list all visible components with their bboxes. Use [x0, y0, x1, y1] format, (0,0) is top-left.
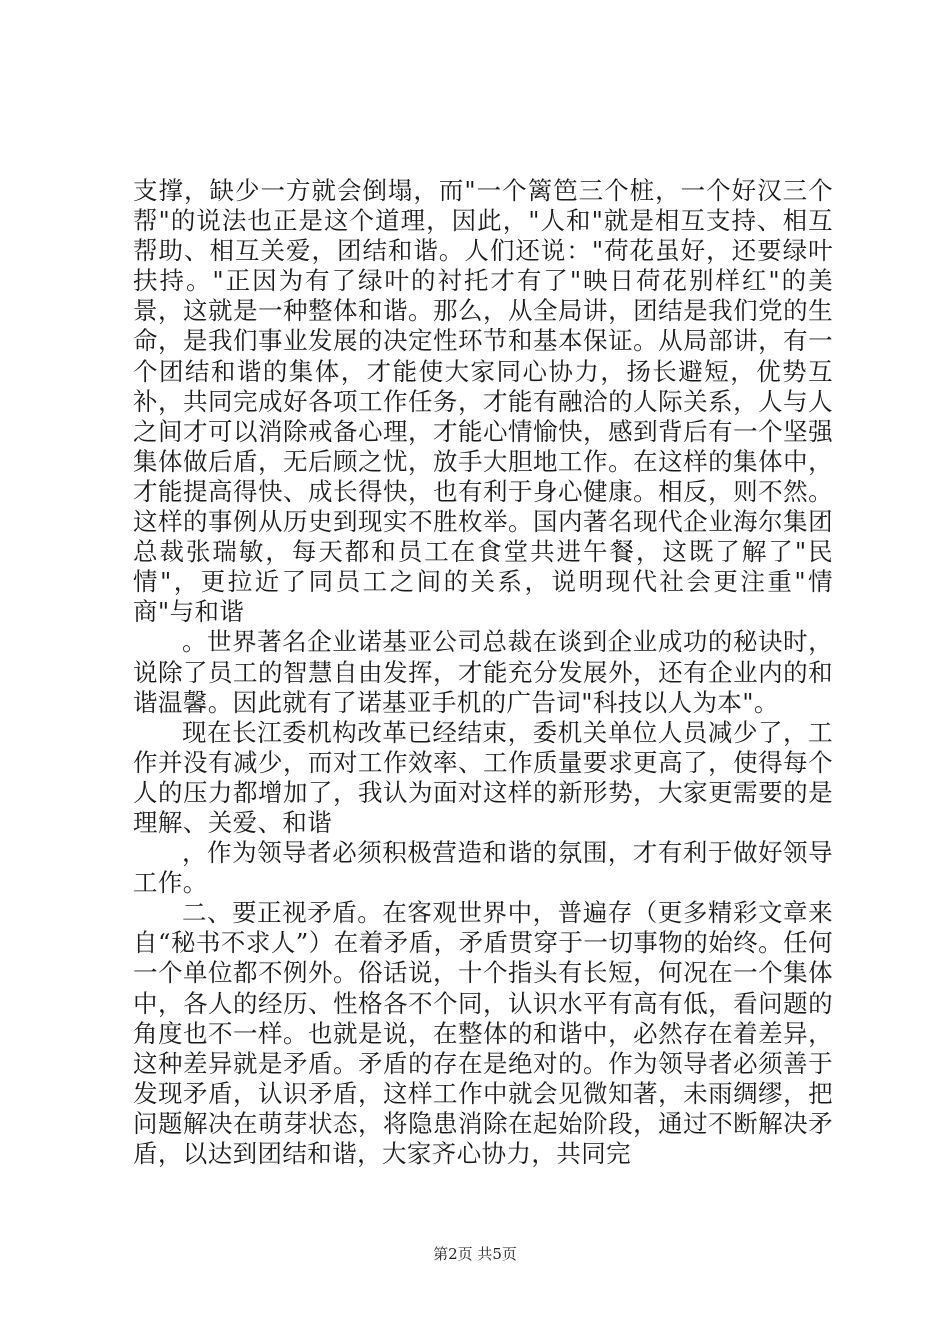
- paragraph-4: ，作为领导者必须积极营造和谐的氛围，才有利于做好领导工作。: [133, 838, 833, 898]
- paragraph-2: 。世界著名企业诺基亚公司总裁在谈到企业成功的秘诀时，说除了员工的智慧自由发挥，才能充分发展外，还有企业内的和谐温馨。因此就有了诺基亚手机的广告词"科技以人为本"。: [133, 627, 833, 717]
- paragraph-5: 二、要正视矛盾。在客观世界中，普遍存（更多精彩文章来自“秘书不求人”）在着矛盾，矛盾贯穿于一切事物的始终。任何一个单位都不例外。俗话说，十个指头有长短，何况在一个集体中，各人的经历、性格各不个同，认识水平有高有低，看问题的角度也不一样。也就是说，在整体的和谐中，必然存在着差异，这种差异就是矛盾。矛盾的存在是绝对的。作为领导者必须善于发现矛盾，认识矛盾，这样工作中就会见微知著，未雨绸缪，把问题解决在萌芽状态，将隐患消除在起始阶段，通过不断解决矛盾，以达到团结和谐，大家齐心协力，共同完: [133, 898, 833, 1168]
- paragraph-1: 支撑，缺少一方就会倒塌，而"一个篱笆三个桩，一个好汉三个帮"的说法也正是这个道理，因此，"人和"就是相互支持、相互帮助、相互关爱，团结和谐。人们还说："荷花虽好，还要绿叶扶持。"正因为有了绿叶的衬托才有了"映日荷花别样红"的美景，这就是一种整体和谐。那么，从全局讲，团结是我们党的生命，是我们事业发展的决定性环节和基本保证。从局部讲，有一个团结和谐的集体，才能使大家同心协力，扬长避短，优势互补，共同完成好各项工作任务，才能有融洽的人际关系，人与人之间才可以消除戒备心理，才能心情愉快，感到背后有一个坚强集体做后盾，无后顾之忧，放手大胆地工作。在这样的集体中，才能提高得快、成长得快，也有利于身心健康。相反，则不然。这样的事例从历史到现实不胜枚举。国内著名现代企业海尔集团总裁张瑞敏，每天都和员工在食堂共进午餐，这既了解了"民情"，更拉近了同员工之间的关系，说明现代社会更注重"情商"与和谐: [133, 176, 833, 627]
- paragraph-3: 现在长江委机构改革已经结束，委机关单位人员减少了，工作并没有减少，而对工作效率、工作质量要求更高了，使得每个人的压力都增加了，我认为面对这样的新形势，大家更需要的是理解、关爱、和谐: [133, 717, 833, 837]
- document-body: [133, 176, 833, 1169]
- page-number-footer: 第2页 共5页: [433, 1245, 517, 1263]
